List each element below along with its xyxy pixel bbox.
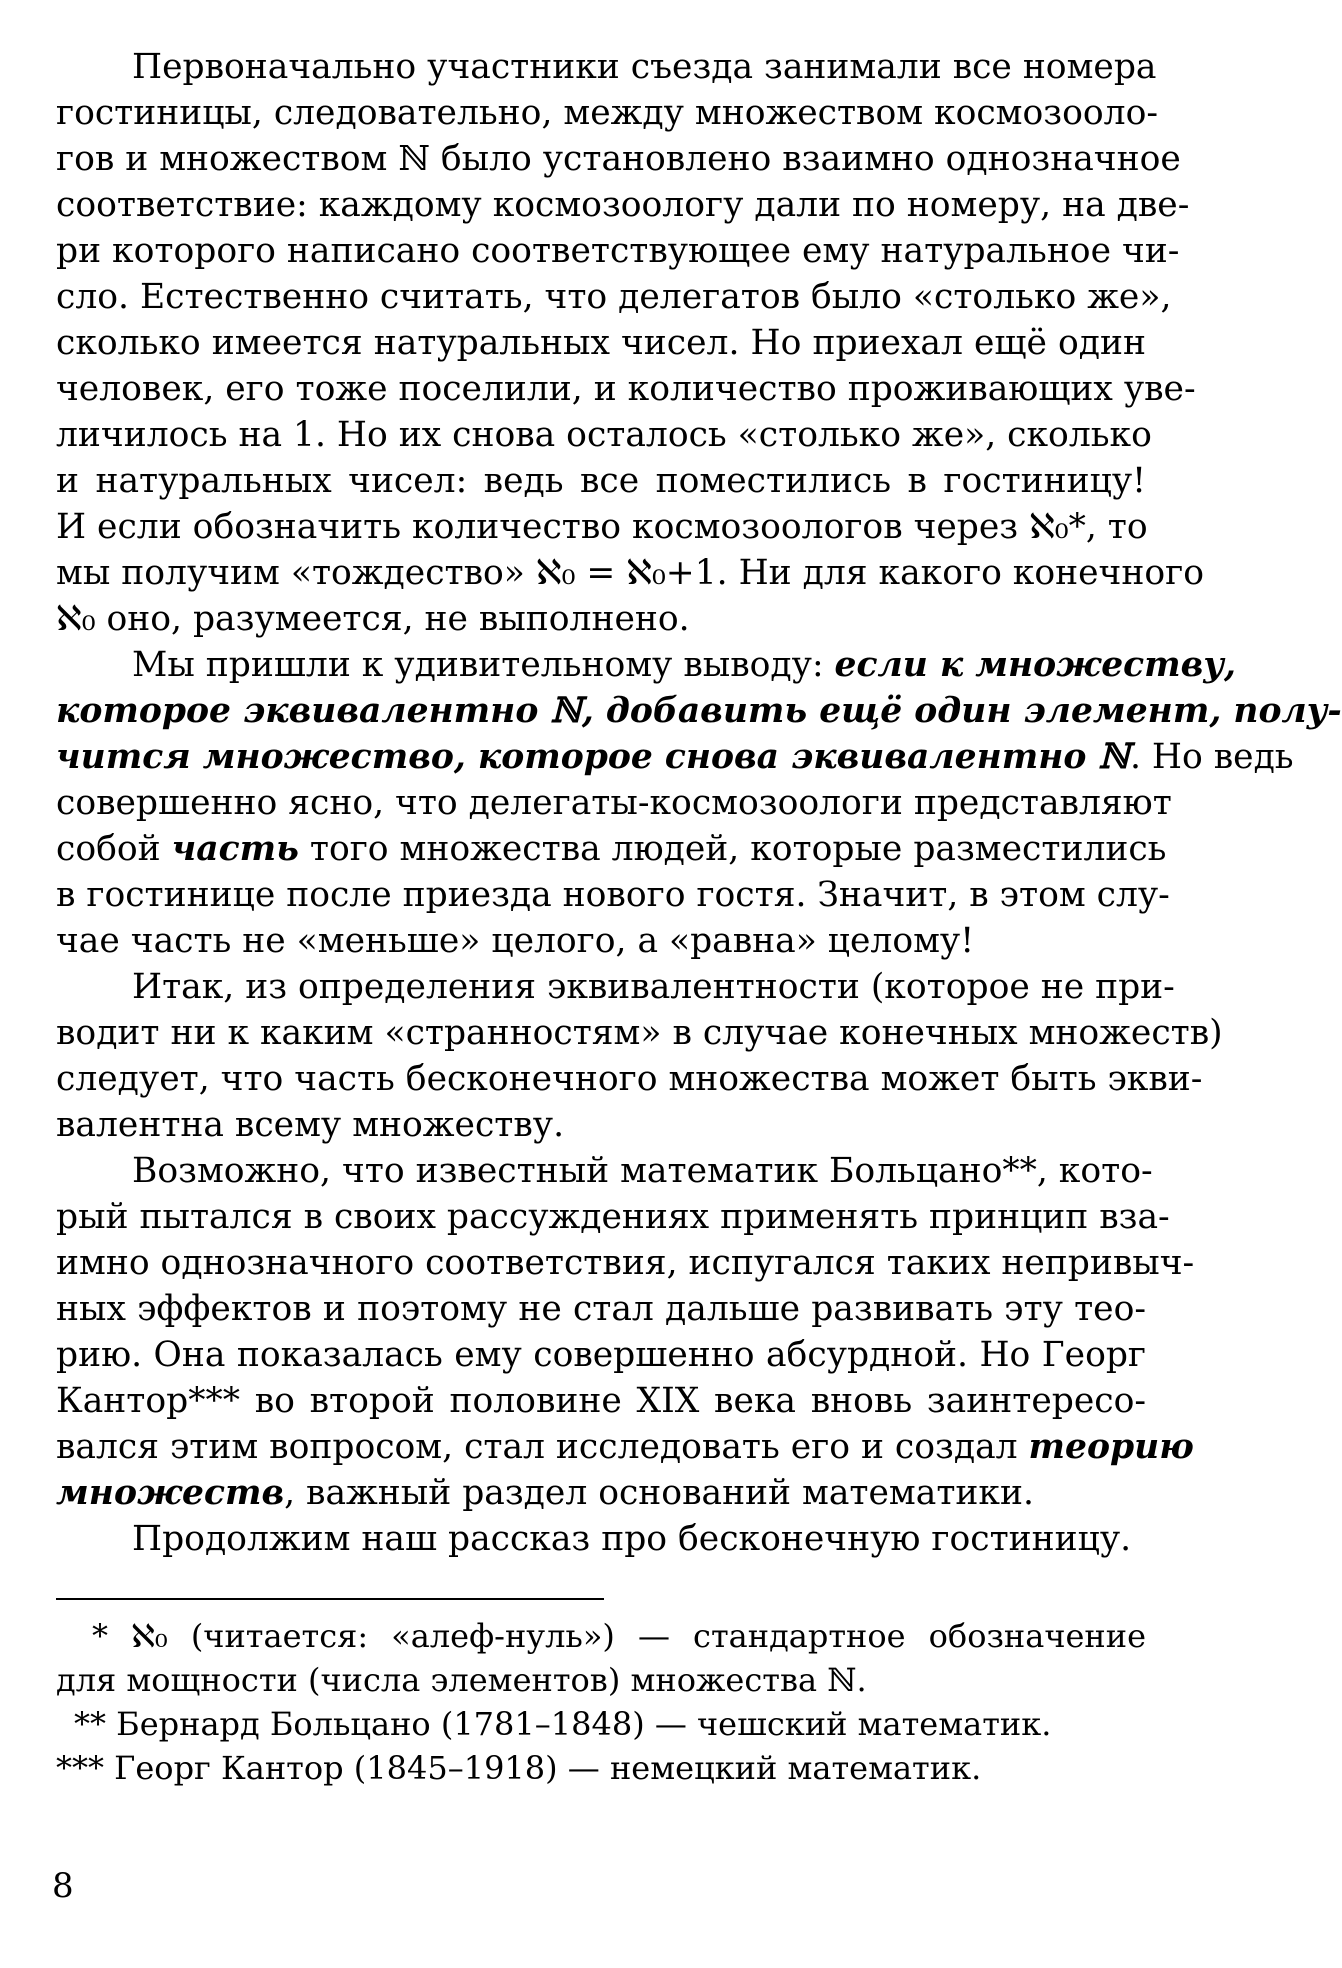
text-line: валентна всему множеству. <box>56 1105 565 1145</box>
footnote-rule <box>56 1598 604 1600</box>
text-line: водит ни к каким «странностям» в случае конечных множеств) <box>56 1013 1223 1053</box>
text-run: того множества людей, которые разместились <box>298 829 1167 869</box>
page-number: 8 <box>52 1866 74 1906</box>
footnote-1: * ℵ₀ (читается: «алеф-нуль») — стандартное обозначение <box>92 1617 1146 1655</box>
text-line: гов и множеством ℕ было установлено взаимно однозначное <box>56 139 1181 179</box>
paragraph-3 <box>56 964 1223 1148</box>
text-run: собой <box>56 829 172 869</box>
text-line: ри которого написано соответствующее ему натуральное чи- <box>56 231 1180 271</box>
text-line: Итак, из определения эквивалентности (которое не при- <box>132 967 1175 1007</box>
text-run: , важный раздел оснований математики. <box>284 1473 1034 1513</box>
text-line: И если обозначить количество космозоологов через ℵ₀*, то <box>56 507 1148 547</box>
text-line: Кантор*** во второй половине XIX века вновь заинтересо- <box>56 1381 1146 1421</box>
emphasis-run: чится множество, которое снова эквивалентно ℕ <box>56 737 1130 777</box>
text-line: Первоначально участники съезда занимали все номера <box>132 47 1157 87</box>
footnote-3: *** Георг Кантор (1845–1918) — немецкий математик. <box>56 1749 982 1787</box>
text-run: вался этим вопросом, стал исследовать его и создал <box>56 1427 1029 1467</box>
emphasis-line: которое эквивалентно ℕ, добавить ещё один элемент, полу- <box>56 691 1342 731</box>
text-line <box>56 1424 1194 1470</box>
text-line <box>56 734 1294 780</box>
footnotes <box>56 1614 1146 1790</box>
text-line: гостиницы, следовательно, между множеством космозооло- <box>56 93 1158 133</box>
text-line: совершенно ясно, что делегаты-космозоологи представляют <box>56 783 1172 823</box>
text-run: . Но ведь <box>1129 737 1294 777</box>
text-line: Продолжим наш рассказ про бесконечную гостиницу. <box>132 1519 1132 1559</box>
text-line: имно однозначного соответствия, испугался таких непривыч- <box>56 1243 1195 1283</box>
text-line: личилось на 1. Но их снова осталось «столько же», сколько <box>56 415 1152 455</box>
paragraph-4 <box>56 1148 1195 1516</box>
text-line: рию. Она показалась ему совершенно абсурдной. Но Георг <box>56 1335 1146 1375</box>
text-line: ℵ₀ оно, разумеется, не выполнено. <box>56 599 690 639</box>
text-line <box>56 642 1236 688</box>
footnote-2: ** Бернард Больцано (1781–1848) — чешский математик. <box>74 1705 1052 1743</box>
paragraph-5 <box>56 1516 1146 1562</box>
text-line: мы получим «тождество» ℵ₀ = ℵ₀+1. Ни для какого конечного <box>56 553 1204 593</box>
text-line: человек, его тоже поселили, и количество проживающих уве- <box>56 369 1196 409</box>
text-line: следует, что часть бесконечного множества может быть экви- <box>56 1059 1203 1099</box>
emphasis-run: часть <box>171 829 299 869</box>
text-line: чае часть не «меньше» целого, а «равна» целому! <box>56 921 975 961</box>
text-line: сколько имеется натуральных чисел. Но приехал ещё один <box>56 323 1146 363</box>
text-run: Мы пришли к удивительному выводу: <box>132 645 835 685</box>
emphasis-run: теорию <box>1028 1427 1194 1467</box>
text-line: сло. Естественно считать, что делегатов было «столько же», <box>56 277 1172 317</box>
text-line: рый пытался в своих рассуждениях применять принцип вза- <box>56 1197 1170 1237</box>
text-line <box>56 826 1167 872</box>
text-line: и натуральных чисел: ведь все поместились в гостиницу! <box>56 461 1146 501</box>
text-line: ных эффектов и поэтому не стал дальше развивать эту тео- <box>56 1289 1146 1329</box>
text-line <box>56 1470 1146 1516</box>
text-line: в гостинице после приезда нового гостя. Значит, в этом слу- <box>56 875 1170 915</box>
paragraph-2 <box>56 642 1342 964</box>
emphasis-run: если к множеству, <box>834 645 1236 685</box>
text-line: Возможно, что известный математик Больцано**, кото- <box>132 1151 1153 1191</box>
text-line: соответствие: каждому космозоологу дали по номеру, на две- <box>56 185 1190 225</box>
emphasis-run: множеств <box>56 1473 285 1513</box>
footnote-1-cont: для мощности (числа элементов) множества ℕ. <box>56 1661 867 1699</box>
paragraph-1 <box>56 44 1204 642</box>
